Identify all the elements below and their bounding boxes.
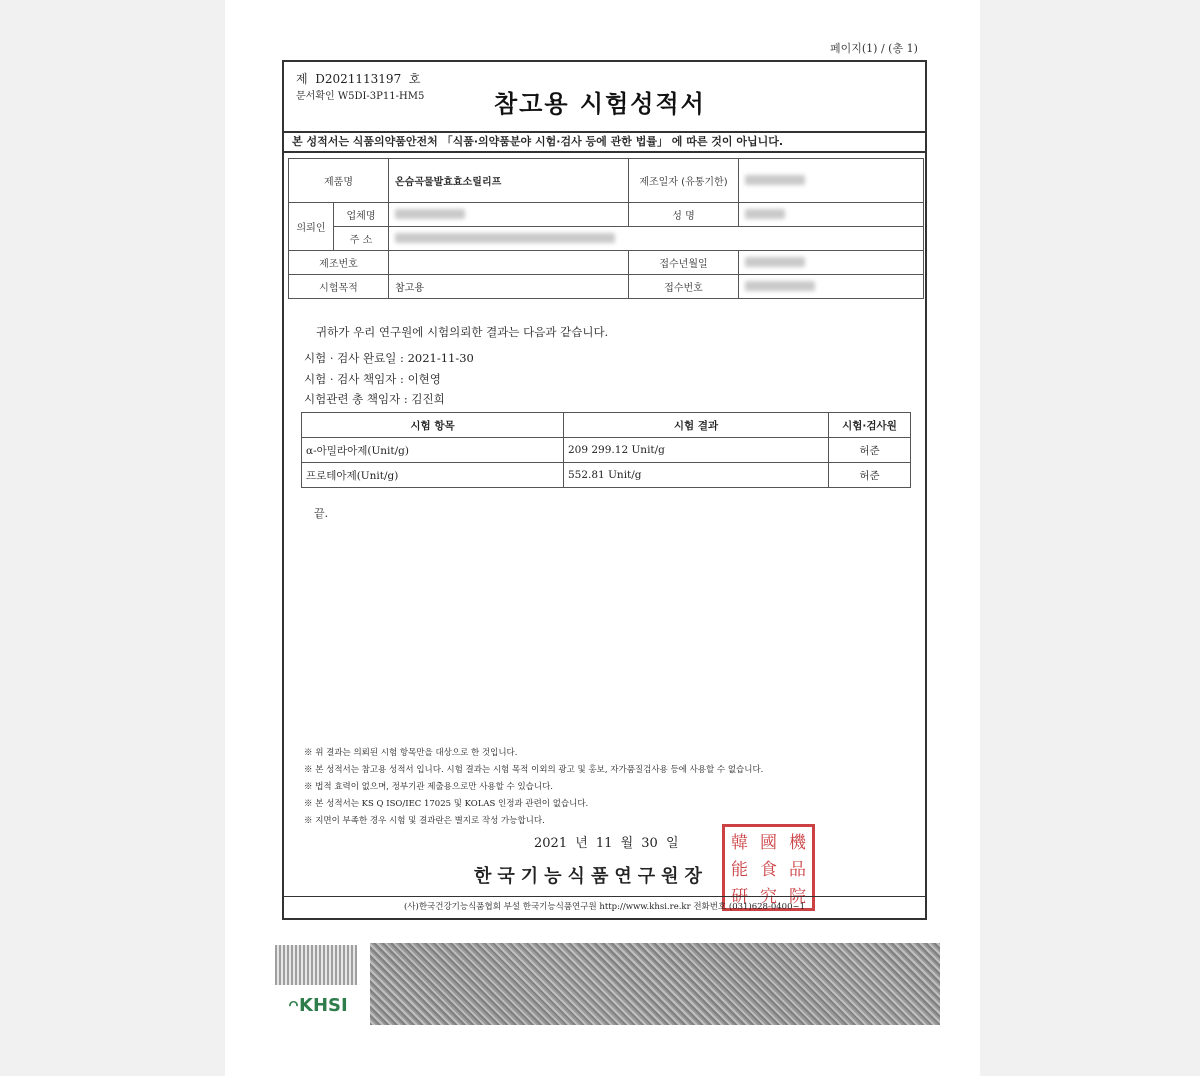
table-row [302,438,911,463]
receipt-no-value [739,275,924,299]
security-pattern [370,943,940,1025]
qr-code-icon [275,945,357,985]
result-inspector: 허준 [829,463,911,488]
notes-list [304,745,763,830]
khsi-logo: ᴖKHSI [288,995,348,1016]
results-header-inspector: 시험·검사원 [829,413,911,438]
khsi-logo-text: KHSI [299,995,348,1016]
note-item: ※ 본 성적서는 참고용 성적서 입니다. 시험 결과는 시험 목적 이외의 광고 및 홍보, 자가품질검사용 등에 사용할 수 없습니다. [304,765,764,775]
note-item: ※ 위 결과는 의뢰된 시험 항목만을 대상으로 한 것입니다. [304,748,518,758]
result-item: α-아밀라아제(Unit/g) [302,438,564,463]
document-check-code: 문서확인 W5DI-3P11-HM5 [296,91,425,102]
footer-info: (사)한국건강기능식품협회 부설 한국기능식품연구원 http://www.khsi.re.kr 전화번호 (031)628-0400~1 [284,896,925,918]
legal-notice: 본 성적서는 식품의약품안전처 「식품·의약품분야 시험·검사 등에 관한 법률」 에 따른 것이 아닙니다. [284,131,925,153]
received-date-value [739,251,924,275]
certificate-number-prefix: 제 [296,72,308,86]
receipt-no-label: 접수번호 [629,275,739,299]
certificate-frame [282,60,927,920]
mfg-date-label: 제조일자 (유통기한) [629,159,739,203]
name-value [739,203,924,227]
note-item: ※ 법적 효력이 없으며, 정부기관 제출용으로만 사용할 수 있습니다. [304,782,554,792]
company-label: 업체명 [334,203,389,227]
results-header-item: 시험 항목 [302,413,564,438]
end-mark: 끝. [314,507,329,520]
certificate-number-suffix: 호 [408,72,421,86]
page-number: 페이지(1) / (총 1) [830,42,918,55]
mfg-date-value [739,159,924,203]
result-item: 프로테아제(Unit/g) [302,463,564,488]
certificate-number: D2021113197 [315,72,402,86]
manager-line: 시험관련 총 책임자 : 김진희 [304,392,445,406]
note-item: ※ 본 성적서는 KS Q ISO/IEC 17025 및 KOLAS 인정과 관련이 없습니다. [304,799,589,809]
result-value: 209 299.12 Unit/g [564,438,829,463]
issue-date: 2021 년 11 월 30 일 [534,836,679,851]
purpose-value: 참고용 [389,275,629,299]
info-table [288,158,924,299]
result-intro: 귀하가 우리 연구원에 시험의뢰한 결과는 다음과 같습니다. [316,325,609,339]
purpose-label: 시험목적 [289,275,389,299]
product-value: 온슴곡물발효효소릴리프 [389,159,629,203]
address-label: 주 소 [334,227,389,251]
inspector-line: 시험 · 검사 책임자 : 이현영 [304,372,441,386]
table-row [302,463,911,488]
name-label: 성 명 [629,203,739,227]
address-value [389,227,924,251]
document-title: 참고용 시험성적서 [494,90,706,118]
client-label: 의뢰인 [289,203,334,251]
result-value: 552.81 Unit/g [564,463,829,488]
results-header-result: 시험 결과 [564,413,829,438]
official-seal-icon: 韓 國 機 能 食 品 硏 究 院 [722,824,815,911]
completion-date: 시험 · 검사 완료일 : 2021-11-30 [304,351,474,365]
result-inspector: 허준 [829,438,911,463]
results-header-row [302,413,911,438]
company-value [389,203,629,227]
note-item: ※ 지면이 부족한 경우 시험 및 결과란은 별지로 작성 가능합니다. [304,816,545,826]
institute-name: 한국기능식품연구원장 [474,866,708,887]
results-table [301,412,911,488]
lot-label: 제조번호 [289,251,389,275]
certificate-meta [296,68,424,104]
received-date-label: 접수년월일 [629,251,739,275]
lot-value [389,251,629,275]
product-label: 제품명 [289,159,389,203]
